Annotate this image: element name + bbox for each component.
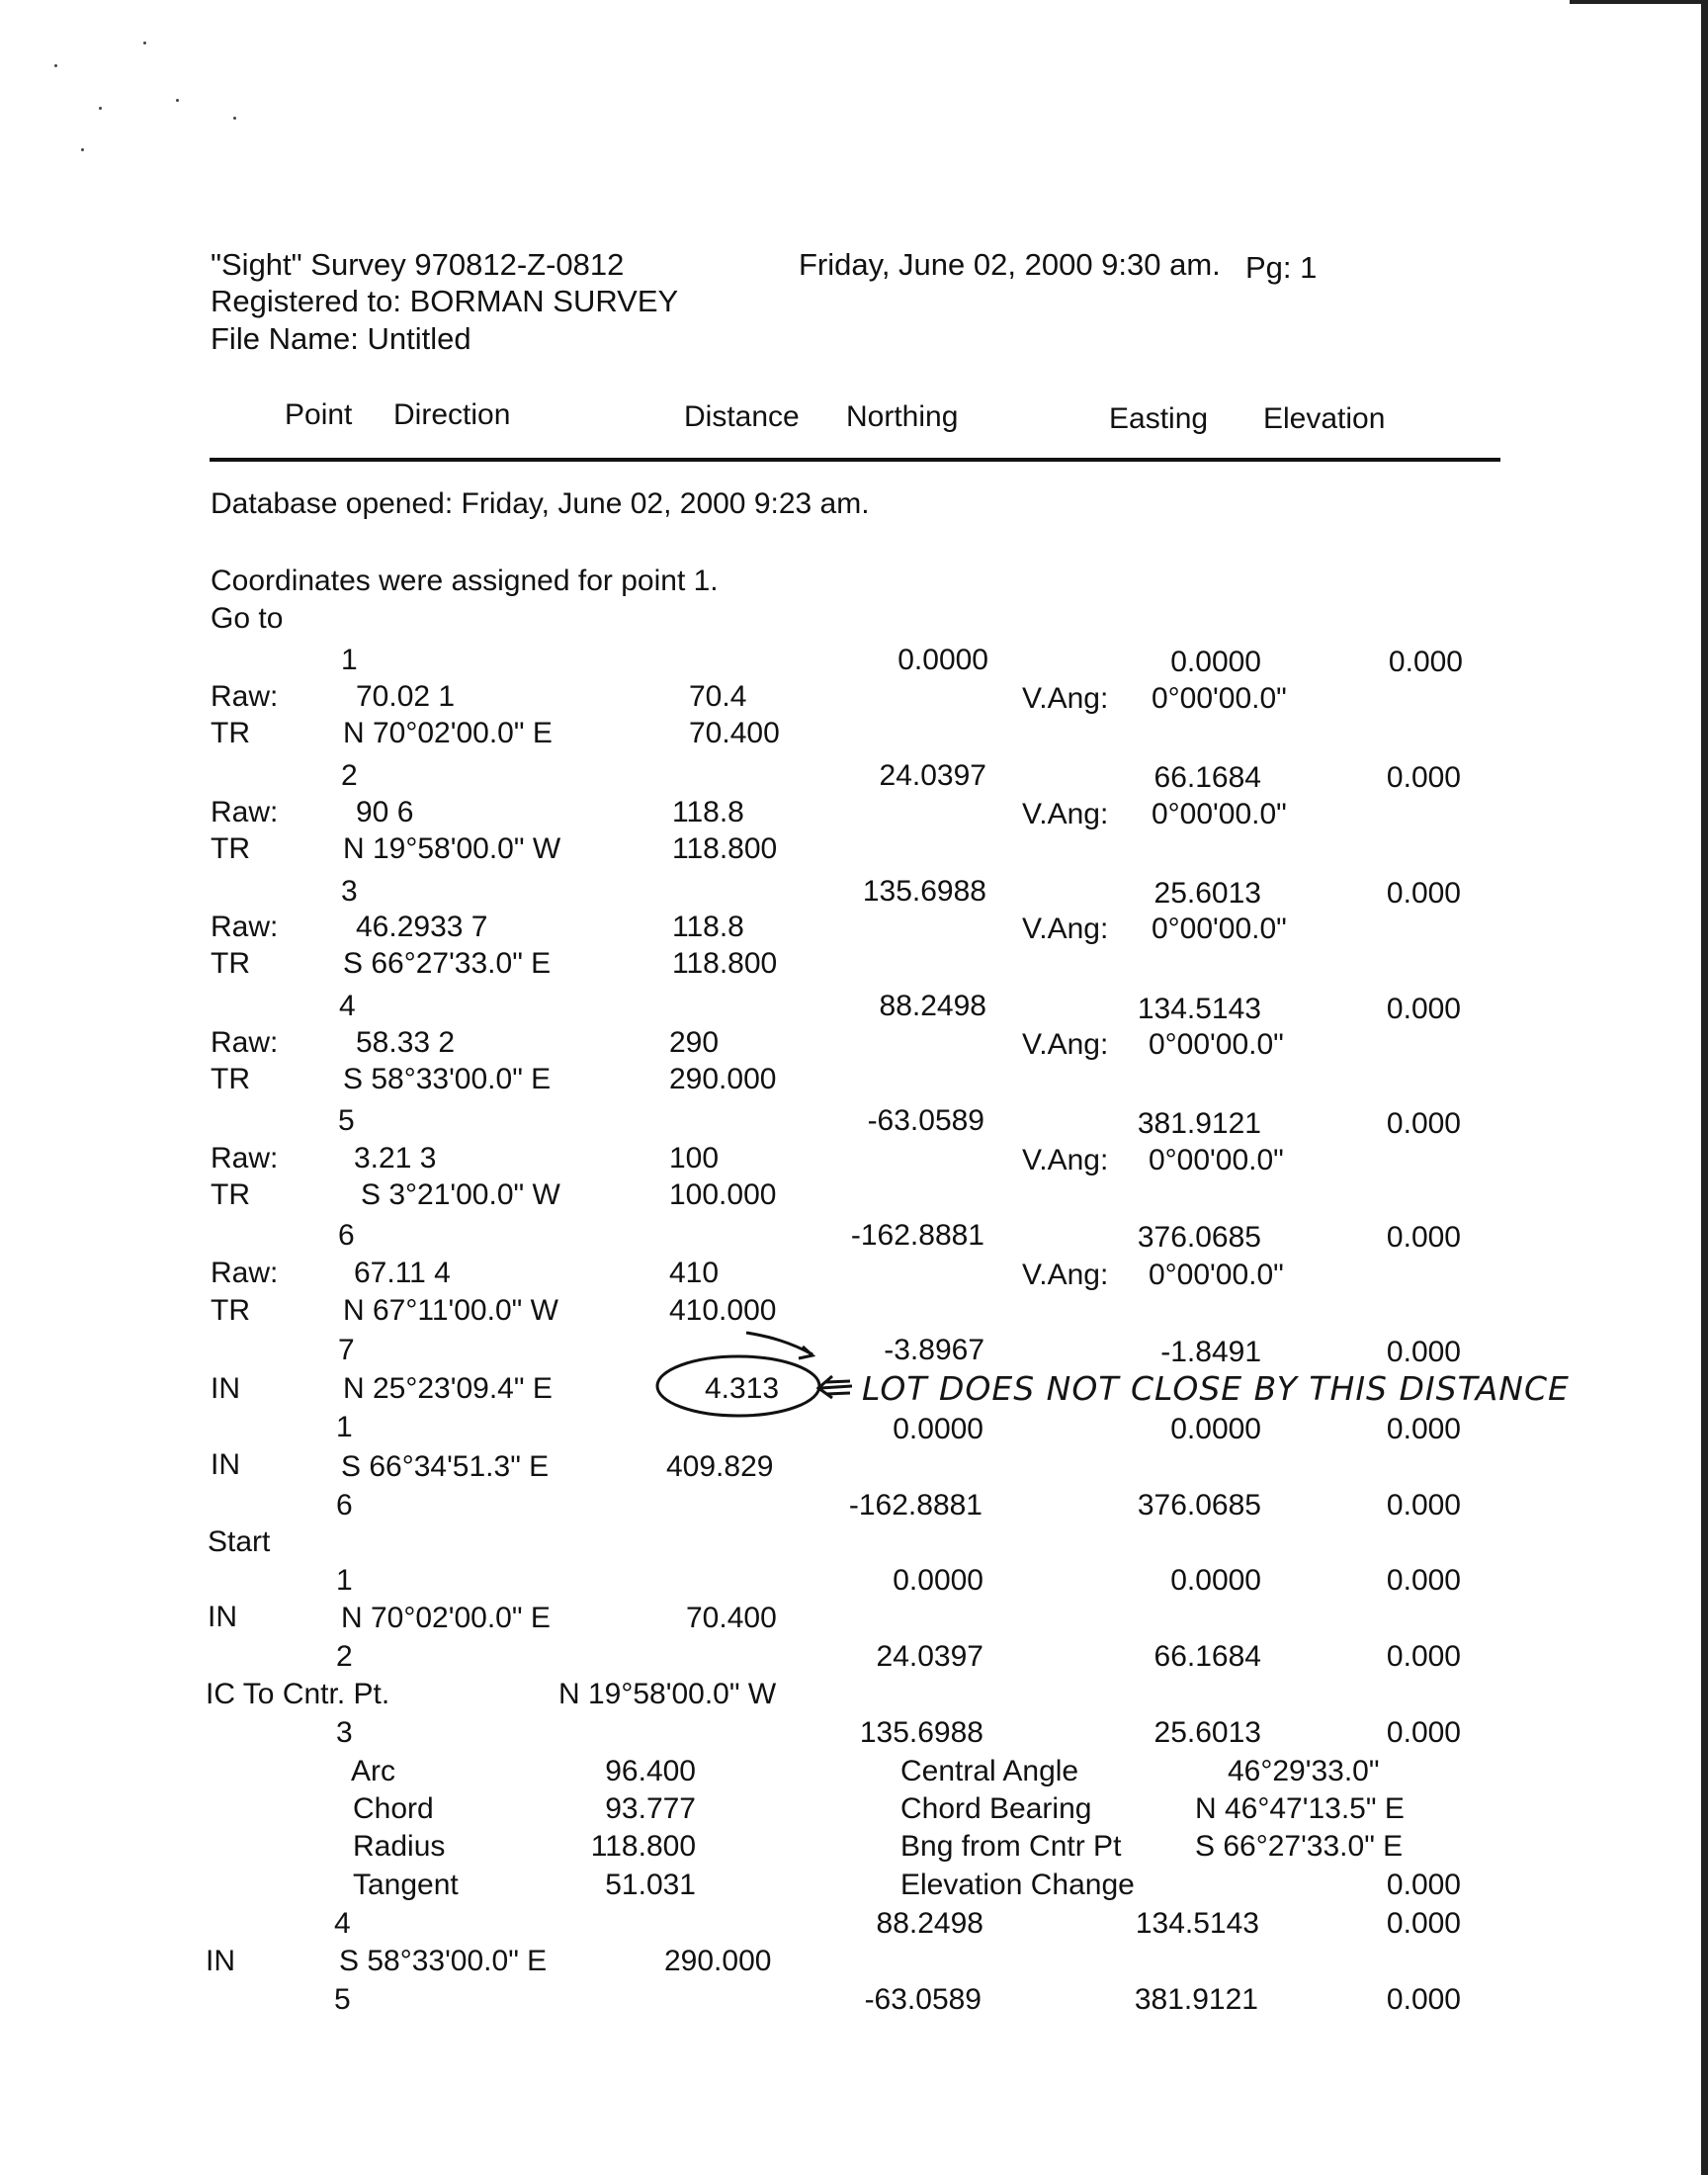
col-distance: Distance — [684, 400, 800, 433]
raw-label: Raw: — [211, 796, 279, 828]
curve-label: Chord Bearing — [900, 1792, 1092, 1825]
start-label: Start — [208, 1525, 271, 1558]
ic-to-center-label: IC To Cntr. Pt. — [206, 1678, 390, 1710]
direction-value: N 67°11'00.0" W — [343, 1294, 558, 1327]
distance-value: 118.800 — [672, 832, 778, 865]
easting-value: 381.9121 — [1134, 1983, 1258, 2016]
vang-label: V.Ang: — [1022, 1144, 1109, 1176]
curve-value: S 66°27'33.0" E — [1195, 1830, 1404, 1863]
curve-label: Tangent — [353, 1869, 459, 1901]
point-number: 6 — [338, 1219, 355, 1252]
direction-value: N 19°58'00.0" W — [343, 832, 561, 865]
northing-value: 0.0000 — [893, 1413, 983, 1445]
vang-label: V.Ang: — [1022, 682, 1109, 715]
curve-value: 118.800 — [590, 1830, 696, 1863]
direction-value: N 70°02'00.0" E — [343, 717, 553, 749]
col-elevation: Elevation — [1263, 402, 1386, 435]
northing-value: 0.0000 — [897, 644, 988, 676]
vang-label: V.Ang: — [1022, 798, 1109, 830]
easting-value: 25.6013 — [1153, 877, 1261, 910]
curve-value: 0.000 — [1386, 1869, 1461, 1901]
distance-value: 290.000 — [669, 1063, 777, 1095]
point-number: 3 — [341, 875, 358, 908]
elevation-value: 0.000 — [1386, 1221, 1461, 1254]
raw-distance: 410 — [669, 1257, 720, 1289]
raw-value: 3.21 3 — [354, 1142, 437, 1174]
raw-distance: 118.8 — [672, 796, 744, 828]
point-number: 1 — [341, 644, 358, 676]
easting-value: 0.0000 — [1170, 646, 1261, 678]
in-label: IN — [206, 1945, 235, 1977]
closure-distance: 4.313 — [705, 1372, 780, 1405]
tr-label: TR — [211, 832, 250, 865]
curve-label: Chord — [353, 1792, 434, 1825]
vang-value: 0°00'00.0" — [1149, 1028, 1284, 1061]
point-number: 2 — [336, 1640, 353, 1673]
curve-label: Elevation Change — [900, 1869, 1135, 1901]
easting-value: -1.8491 — [1160, 1336, 1261, 1368]
circle-tail — [746, 1333, 812, 1354]
easting-value: 0.0000 — [1170, 1564, 1261, 1597]
easting-value: 134.5143 — [1135, 1907, 1259, 1940]
col-direction: Direction — [393, 398, 511, 431]
easting-value: 381.9121 — [1137, 1107, 1261, 1140]
curve-value: 93.777 — [605, 1792, 696, 1825]
northing-value: -63.0589 — [867, 1104, 984, 1137]
raw-distance: 118.8 — [672, 911, 744, 943]
ic-direction: N 19°58'00.0" W — [558, 1678, 777, 1710]
closure-direction: N 25°23'09.4" E — [343, 1372, 553, 1405]
raw-label: Raw: — [211, 680, 279, 713]
go-to-label: Go to — [211, 602, 284, 635]
distance-value: 410.000 — [669, 1294, 777, 1327]
raw-distance: 100 — [669, 1142, 720, 1174]
elevation-value: 0.000 — [1386, 1907, 1461, 1940]
distance-value: 409.829 — [666, 1450, 774, 1483]
easting-value: 134.5143 — [1137, 993, 1261, 1025]
raw-distance: 290 — [669, 1026, 720, 1059]
distance-value: 70.400 — [686, 1602, 777, 1634]
point-number: 4 — [339, 990, 356, 1022]
raw-label: Raw: — [211, 1026, 279, 1059]
distance-value: 290.000 — [664, 1945, 772, 1977]
curve-label: Radius — [353, 1830, 446, 1863]
point-number: 6 — [336, 1489, 353, 1522]
registered-to: Registered to: BORMAN SURVEY — [211, 284, 679, 318]
tr-label: TR — [211, 717, 250, 749]
vang-value: 0°00'00.0" — [1149, 1144, 1284, 1176]
easting-value: 66.1684 — [1153, 1640, 1261, 1673]
curve-value: N 46°47'13.5" E — [1195, 1792, 1405, 1825]
in-label: IN — [211, 1448, 240, 1481]
elevation-value: 0.000 — [1386, 1983, 1461, 2016]
raw-value: 46.2933 7 — [356, 911, 488, 943]
curve-value: 96.400 — [605, 1755, 696, 1787]
elevation-value: 0.000 — [1388, 646, 1463, 678]
raw-label: Raw: — [211, 1142, 279, 1174]
direction-value: S 66°34'51.3" E — [341, 1450, 550, 1483]
point-number: 1 — [336, 1564, 353, 1597]
elevation-value: 0.000 — [1386, 1640, 1461, 1673]
northing-value: 0.0000 — [893, 1564, 983, 1597]
raw-value: 70.02 1 — [356, 680, 456, 713]
handwritten-note: LOT DOES NOT CLOSE BY THIS DISTANCE — [862, 1369, 1570, 1408]
raw-value: 58.33 2 — [356, 1026, 456, 1059]
northing-value: -162.8881 — [850, 1219, 984, 1252]
raw-label: Raw: — [211, 911, 279, 943]
point-number: 4 — [334, 1907, 351, 1940]
distance-value: 100.000 — [669, 1178, 777, 1211]
northing-value: 24.0397 — [876, 1640, 983, 1673]
in-label: IN — [208, 1601, 237, 1633]
direction-value: N 70°02'00.0" E — [341, 1602, 551, 1634]
closure-circle — [657, 1356, 819, 1416]
easting-value: 25.6013 — [1153, 1716, 1261, 1749]
point-number: 3 — [336, 1716, 353, 1749]
direction-value: S 66°27'33.0" E — [343, 947, 552, 980]
tr-label: TR — [211, 1063, 250, 1095]
easting-value: 0.0000 — [1170, 1413, 1261, 1445]
curve-label: Arc — [351, 1755, 395, 1787]
point-number: 5 — [338, 1104, 355, 1137]
northing-value: 88.2498 — [876, 1907, 983, 1940]
raw-value: 67.11 4 — [354, 1257, 451, 1289]
point-number: 2 — [341, 759, 358, 792]
point-number: 1 — [336, 1411, 353, 1443]
elevation-value: 0.000 — [1386, 1107, 1461, 1140]
northing-value: -3.8967 — [884, 1334, 984, 1366]
point-number: 5 — [334, 1983, 351, 2016]
vang-label: V.Ang: — [1022, 913, 1109, 945]
distance-value: 70.400 — [689, 717, 780, 749]
col-point: Point — [285, 398, 353, 431]
curve-label: Bng from Cntr Pt — [900, 1830, 1122, 1863]
report-title: "Sight" Survey 970812-Z-0812 — [211, 247, 625, 282]
arrow-left-icon — [818, 1376, 852, 1398]
elevation-value: 0.000 — [1386, 761, 1461, 794]
vang-label: V.Ang: — [1022, 1259, 1109, 1291]
northing-value: 24.0397 — [879, 759, 986, 792]
raw-distance: 70.4 — [689, 680, 747, 713]
file-name: File Name: Untitled — [211, 321, 471, 356]
tr-label: TR — [211, 1178, 250, 1211]
in-label: IN — [211, 1372, 240, 1405]
vang-value: 0°00'00.0" — [1149, 1259, 1284, 1291]
distance-value: 118.800 — [672, 947, 778, 980]
elevation-value: 0.000 — [1386, 1489, 1461, 1522]
northing-value: -63.0589 — [864, 1983, 982, 2016]
northing-value: 135.6988 — [859, 1716, 983, 1749]
db-opened-message: Database opened: Friday, June 02, 2000 9:23 am. — [211, 487, 870, 520]
tr-label: TR — [211, 947, 250, 980]
report-date: Friday, June 02, 2000 9:30 am. — [799, 247, 1221, 282]
elevation-value: 0.000 — [1386, 1413, 1461, 1445]
direction-value: S 58°33'00.0" E — [339, 1945, 548, 1977]
elevation-value: 0.000 — [1386, 1716, 1461, 1749]
coords-assigned-message: Coordinates were assigned for point 1. — [211, 565, 719, 597]
northing-value: -162.8881 — [848, 1489, 982, 1522]
raw-value: 90 6 — [356, 796, 414, 828]
vang-value: 0°00'00.0" — [1152, 682, 1287, 715]
curve-value: 51.031 — [605, 1869, 696, 1901]
raw-label: Raw: — [211, 1257, 279, 1289]
northing-value: 135.6988 — [862, 875, 986, 908]
elevation-value: 0.000 — [1386, 1336, 1461, 1368]
vang-label: V.Ang: — [1022, 1028, 1109, 1061]
elevation-value: 0.000 — [1386, 1564, 1461, 1597]
northing-value: 88.2498 — [879, 990, 986, 1022]
easting-value: 376.0685 — [1137, 1489, 1261, 1522]
point-number: 7 — [338, 1334, 355, 1366]
curve-label: Central Angle — [900, 1755, 1079, 1787]
easting-value: 376.0685 — [1137, 1221, 1261, 1254]
direction-value: S 3°21'00.0" W — [361, 1178, 560, 1211]
col-northing: Northing — [846, 400, 959, 433]
vang-value: 0°00'00.0" — [1152, 913, 1287, 945]
tr-label: TR — [211, 1294, 250, 1327]
page-number: Pg: 1 — [1245, 250, 1318, 285]
curve-value: 46°29'33.0" — [1228, 1755, 1380, 1787]
col-easting: Easting — [1109, 402, 1209, 435]
easting-value: 66.1684 — [1153, 761, 1261, 794]
elevation-value: 0.000 — [1386, 993, 1461, 1025]
vang-value: 0°00'00.0" — [1152, 798, 1287, 830]
elevation-value: 0.000 — [1386, 877, 1461, 910]
direction-value: S 58°33'00.0" E — [343, 1063, 552, 1095]
